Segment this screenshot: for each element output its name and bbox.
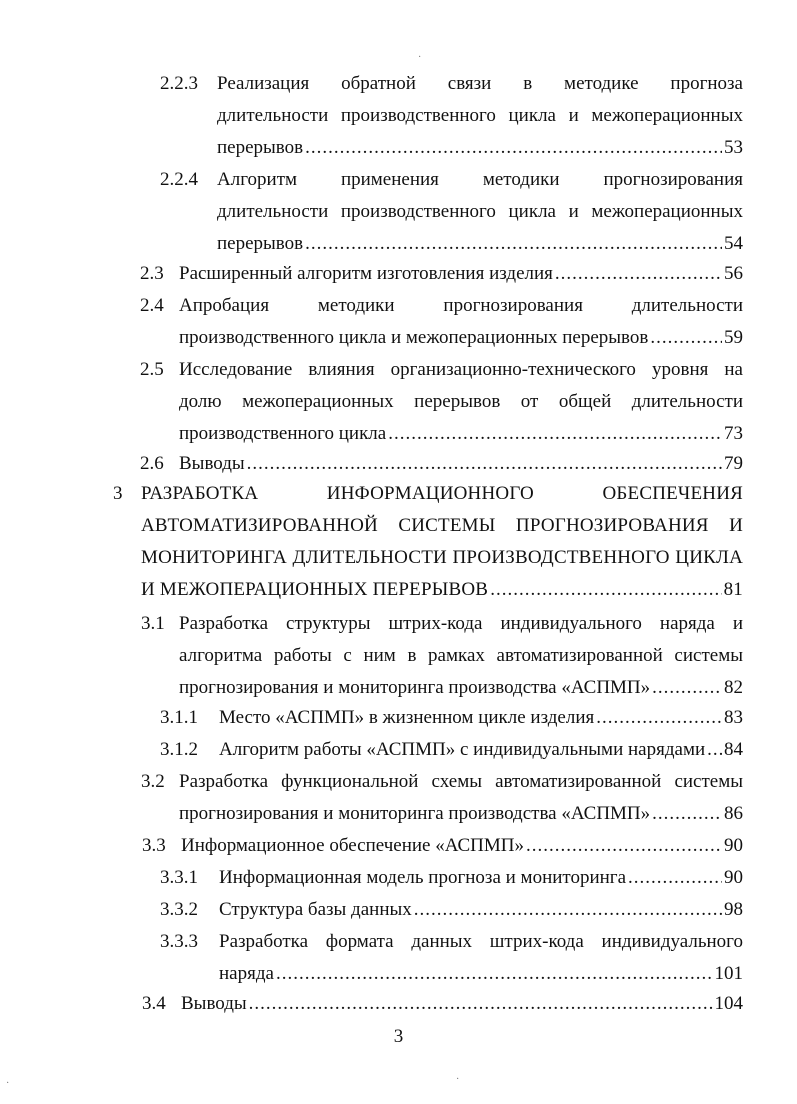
toc-page-number: 54 (724, 233, 743, 254)
dot-leader (276, 958, 713, 990)
toc-entry-2-5 (0, 354, 797, 450)
toc-entry-3-1-1 (0, 702, 797, 734)
toc-number: 2.2.4 (160, 169, 198, 190)
toc-number: 2.4 (140, 295, 164, 316)
toc-title-line: Информационная модель прогноза и мониторинга (219, 867, 627, 888)
scan-speck: · (456, 1074, 460, 1085)
toc-title-line: наряда (219, 963, 274, 984)
toc-title-line: Выводы (179, 453, 245, 474)
toc-title-line: Алгоритм применения методики прогнозирования (217, 169, 743, 190)
toc-title-line: Расширенный алгоритм изготовления изделия (179, 263, 553, 284)
toc-number: 3.1 (141, 613, 165, 634)
toc-title-line: Разработка структуры штрих-кода индивидуального наряда и (179, 613, 743, 634)
toc-title-line: Структура базы данных (219, 899, 412, 920)
toc-page-number: 90 (724, 835, 743, 856)
toc-title-line: длительности производственного цикла и межоперационных (217, 201, 743, 222)
toc-number: 3.3.3 (160, 931, 198, 952)
toc-page-number: 79 (724, 453, 743, 474)
toc-title-line: прогнозирования и мониторинга производства «АСПМП» (179, 803, 651, 824)
toc-entry-3-1-2 (0, 734, 797, 766)
toc-number: 3.2 (141, 771, 165, 792)
dot-leader (305, 132, 722, 164)
toc-page-number: 59 (724, 327, 743, 348)
dot-leader (414, 894, 722, 926)
dot-leader (249, 988, 713, 1020)
toc-entry-2-2-3 (0, 68, 797, 164)
toc-page-number: 101 (714, 963, 743, 984)
toc-title-line: МОНИТОРИНГА ДЛИТЕЛЬНОСТИ ПРОИЗВОДСТВЕННОГО ЦИКЛА (141, 547, 743, 568)
toc-entry-3-3-1 (0, 862, 797, 894)
toc-page-number: 104 (714, 993, 743, 1014)
toc-page-number: 83 (724, 707, 743, 728)
dot-leader (652, 798, 722, 830)
toc-number: 3.4 (142, 993, 166, 1014)
toc-page-number: 56 (724, 263, 743, 284)
toc-title-line: Апробация методики прогнозирования длительности (179, 295, 743, 316)
toc-title-line: алгоритма работы с ним в рамках автоматизированной системы (179, 645, 743, 666)
toc-entry-3 (0, 478, 797, 606)
scan-speck: · (6, 1078, 10, 1089)
toc-page-number: 90 (724, 867, 743, 888)
toc-number: 2.5 (140, 359, 164, 380)
toc-title-line: Место «АСПМП» в жизненном цикле изделия (219, 707, 595, 728)
dot-leader (526, 830, 722, 862)
toc-title-line: перерывов (217, 233, 304, 254)
toc-title-line: долю межоперационных перерывов от общей длительности (179, 391, 743, 412)
dot-leader (707, 734, 722, 766)
dot-leader (650, 322, 722, 354)
toc-title-line: производственного цикла и межоперационных перерывов (179, 327, 649, 348)
toc-number: 3.3.2 (160, 899, 198, 920)
toc-number: 2.2.3 (160, 73, 198, 94)
toc-entry-3-3-2 (0, 894, 797, 926)
toc-number: 3 (113, 483, 123, 504)
dot-leader (247, 448, 722, 480)
toc-title-line: Алгоритм работы «АСПМП» с индивидуальными нарядами (219, 739, 706, 760)
toc-number: 3.3 (142, 835, 166, 856)
toc-entry-3-2 (0, 766, 797, 830)
dot-leader (596, 702, 722, 734)
toc-title-line: Исследование влияния организационно-технического уровня на (179, 359, 743, 380)
toc-page-number: 53 (724, 137, 743, 158)
toc-page-number: 84 (724, 739, 743, 760)
toc-number: 3.1.1 (160, 707, 198, 728)
dot-leader (490, 574, 721, 606)
toc-page-number: 73 (724, 423, 743, 444)
toc-page-number: 81 (723, 579, 743, 600)
toc-entry-2-3 (0, 258, 797, 290)
toc-number: 2.3 (140, 263, 164, 284)
toc-number: 3.3.1 (160, 867, 198, 888)
dot-leader (305, 228, 722, 260)
toc-title-line: РАЗРАБОТКА ИНФОРМАЦИОННОГО ОБЕСПЕЧЕНИЯ (141, 483, 743, 504)
dot-leader (555, 258, 722, 290)
dot-leader (628, 862, 722, 894)
toc-title-line: Разработка формата данных штрих-кода индивидуального (219, 931, 743, 952)
toc-entry-2-2-4 (0, 164, 797, 260)
toc-page-number: 86 (724, 803, 743, 824)
toc-title-line: производственного цикла (179, 423, 387, 444)
toc-title-line: перерывов (217, 137, 304, 158)
toc-entry-3-3-3 (0, 926, 797, 990)
toc-number: 2.6 (140, 453, 164, 474)
toc-title-line: Реализация обратной связи в методике прогноза (217, 73, 743, 94)
toc-title-line: АВТОМАТИЗИРОВАННОЙ СИСТЕМЫ ПРОГНОЗИРОВАНИЯ И (141, 515, 743, 536)
toc-number: 3.1.2 (160, 739, 198, 760)
toc-entry-3-1 (0, 608, 797, 704)
toc-title-line: Информационное обеспечение «АСПМП» (181, 835, 525, 856)
toc-entry-2-4 (0, 290, 797, 354)
toc-entry-3-3 (0, 830, 797, 862)
toc-title-line: И МЕЖОПЕРАЦИОННЫХ ПЕРЕРЫВОВ (141, 579, 489, 600)
toc-entry-3-4 (0, 988, 797, 1020)
scan-speck: · (418, 52, 422, 63)
toc-page-number: 82 (724, 677, 743, 698)
toc-page-number: 98 (724, 899, 743, 920)
toc-entry-2-6 (0, 448, 797, 480)
page-number: 3 (393, 1026, 404, 1047)
toc-title-line: Разработка функциональной схемы автоматизированной системы (179, 771, 743, 792)
dot-leader (388, 418, 722, 450)
dot-leader (652, 672, 722, 704)
toc-title-line: длительности производственного цикла и межоперационных (217, 105, 743, 126)
toc-title-line: Выводы (181, 993, 247, 1014)
toc-title-line: прогнозирования и мониторинга производства «АСПМП» (179, 677, 651, 698)
